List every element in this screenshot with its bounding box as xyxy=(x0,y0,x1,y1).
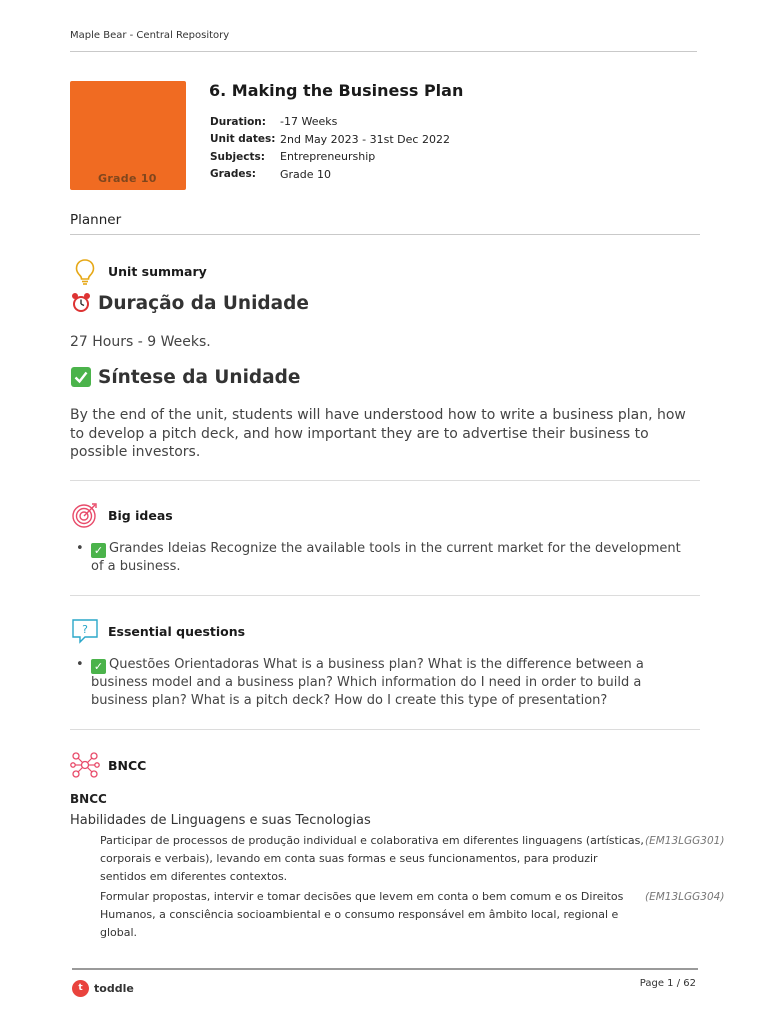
meta-row-duration xyxy=(210,113,450,131)
footer-divider xyxy=(72,968,698,970)
essential-questions-item xyxy=(76,656,696,710)
grade-tile-label: Grade 10 xyxy=(98,172,157,185)
meta-value: -17 Weeks xyxy=(280,115,338,129)
meta-value: 2nd May 2023 - 31st Dec 2022 xyxy=(280,132,450,146)
page-number: Page 1 / 62 xyxy=(639,978,696,989)
bncc-label: BNCC xyxy=(108,757,147,773)
bncc-title: BNCC xyxy=(70,792,107,806)
target-icon xyxy=(70,500,100,530)
svg-text:?: ? xyxy=(82,623,88,636)
skill-text: Formular propostas, intervir e tomar decisões que levem em conta o bem comum e os Direitos Humanos, a consciência socioambiental e o consumo responsável em âmbito local, regional e global. xyxy=(100,890,624,939)
meta-value: Grade 10 xyxy=(280,167,332,181)
bullet-dot: • xyxy=(76,541,84,556)
question-bubble-icon xyxy=(70,616,100,646)
big-ideas-label: Big ideas xyxy=(108,507,173,523)
planner-section xyxy=(70,212,700,235)
duracao-heading-text: Duração da Unidade xyxy=(98,292,309,314)
big-ideas-text-wrap xyxy=(91,540,696,576)
unit-cover-image xyxy=(70,81,186,190)
unit-meta xyxy=(210,113,450,183)
big-ideas-item xyxy=(76,540,696,576)
skill-text: Participar de processos de produção individual e colaborativa em diferentes linguagens (artísticas, corporais e verbais), levando em conta suas formas e seus funcionamentos, para produzir sentidos em diferentes contextos. xyxy=(100,834,644,883)
meta-row-grades xyxy=(210,166,450,184)
sintese-heading-text: Síntese da Unidade xyxy=(98,366,301,388)
duracao-heading xyxy=(70,292,309,314)
section-divider xyxy=(70,480,700,481)
check-mark-icon xyxy=(70,366,92,388)
unit-title: 6. Making the Business Plan xyxy=(209,81,464,100)
planner-divider xyxy=(70,234,700,235)
toddle-logo xyxy=(72,980,134,997)
meta-value: Entrepreneurship xyxy=(280,150,376,164)
essential-questions-text-wrap xyxy=(91,656,696,710)
unit-summary-header xyxy=(70,256,207,286)
repository-name: Maple Bear - Central Repository xyxy=(70,30,230,41)
meta-row-dates xyxy=(210,131,450,149)
section-divider xyxy=(70,595,700,596)
skill-code: (EM13LGG304) xyxy=(645,891,725,903)
bncc-header xyxy=(70,750,146,780)
big-ideas-header xyxy=(70,500,173,530)
duracao-text: 27 Hours - 9 Weeks. xyxy=(70,334,211,350)
alarm-clock-icon xyxy=(70,292,92,314)
meta-key: Duration: xyxy=(210,115,266,128)
sintese-text: By the end of the unit, students will have understood how to write a business plan, how to develop a pitch deck, and how important they are to advertise their business to possible investors. xyxy=(70,407,686,460)
essential-questions-header xyxy=(70,616,245,646)
page-header xyxy=(70,30,697,52)
meta-key: Subjects: xyxy=(210,150,265,163)
check-mark-icon: ✓ xyxy=(91,543,106,558)
section-divider xyxy=(70,729,700,730)
skill-code: (EM13LGG301) xyxy=(645,835,725,847)
meta-row-subjects xyxy=(210,148,450,166)
essential-questions-label: Essential questions xyxy=(108,623,246,639)
toddle-brand: toddle xyxy=(94,982,134,995)
meta-key: Unit dates: xyxy=(210,133,276,146)
toddle-logo-icon: t xyxy=(72,980,89,997)
header-divider xyxy=(70,51,697,52)
bullet-dot: • xyxy=(76,657,84,672)
network-icon xyxy=(70,750,100,780)
essential-questions-text: Questões Orientadoras What is a business plan? What is the difference between a business model and a business plan? Which information do I need in order to build a business plan? What is a pitch deck? How do I create this type of presentation? xyxy=(91,657,644,708)
bncc-subtitle: Habilidades de Linguagens e suas Tecnologias xyxy=(70,813,371,828)
lightbulb-icon xyxy=(70,256,100,286)
bncc-skill-row xyxy=(100,888,725,942)
unit-summary-label: Unit summary xyxy=(108,263,207,279)
check-mark-icon: ✓ xyxy=(91,659,106,674)
big-ideas-text: Grandes Ideias Recognize the available tools in the current market for the development of a business. xyxy=(91,541,681,574)
meta-key: Grades: xyxy=(210,168,256,181)
bncc-skill-row xyxy=(100,832,725,886)
sintese-heading xyxy=(70,366,300,388)
planner-title: Planner xyxy=(70,212,122,228)
